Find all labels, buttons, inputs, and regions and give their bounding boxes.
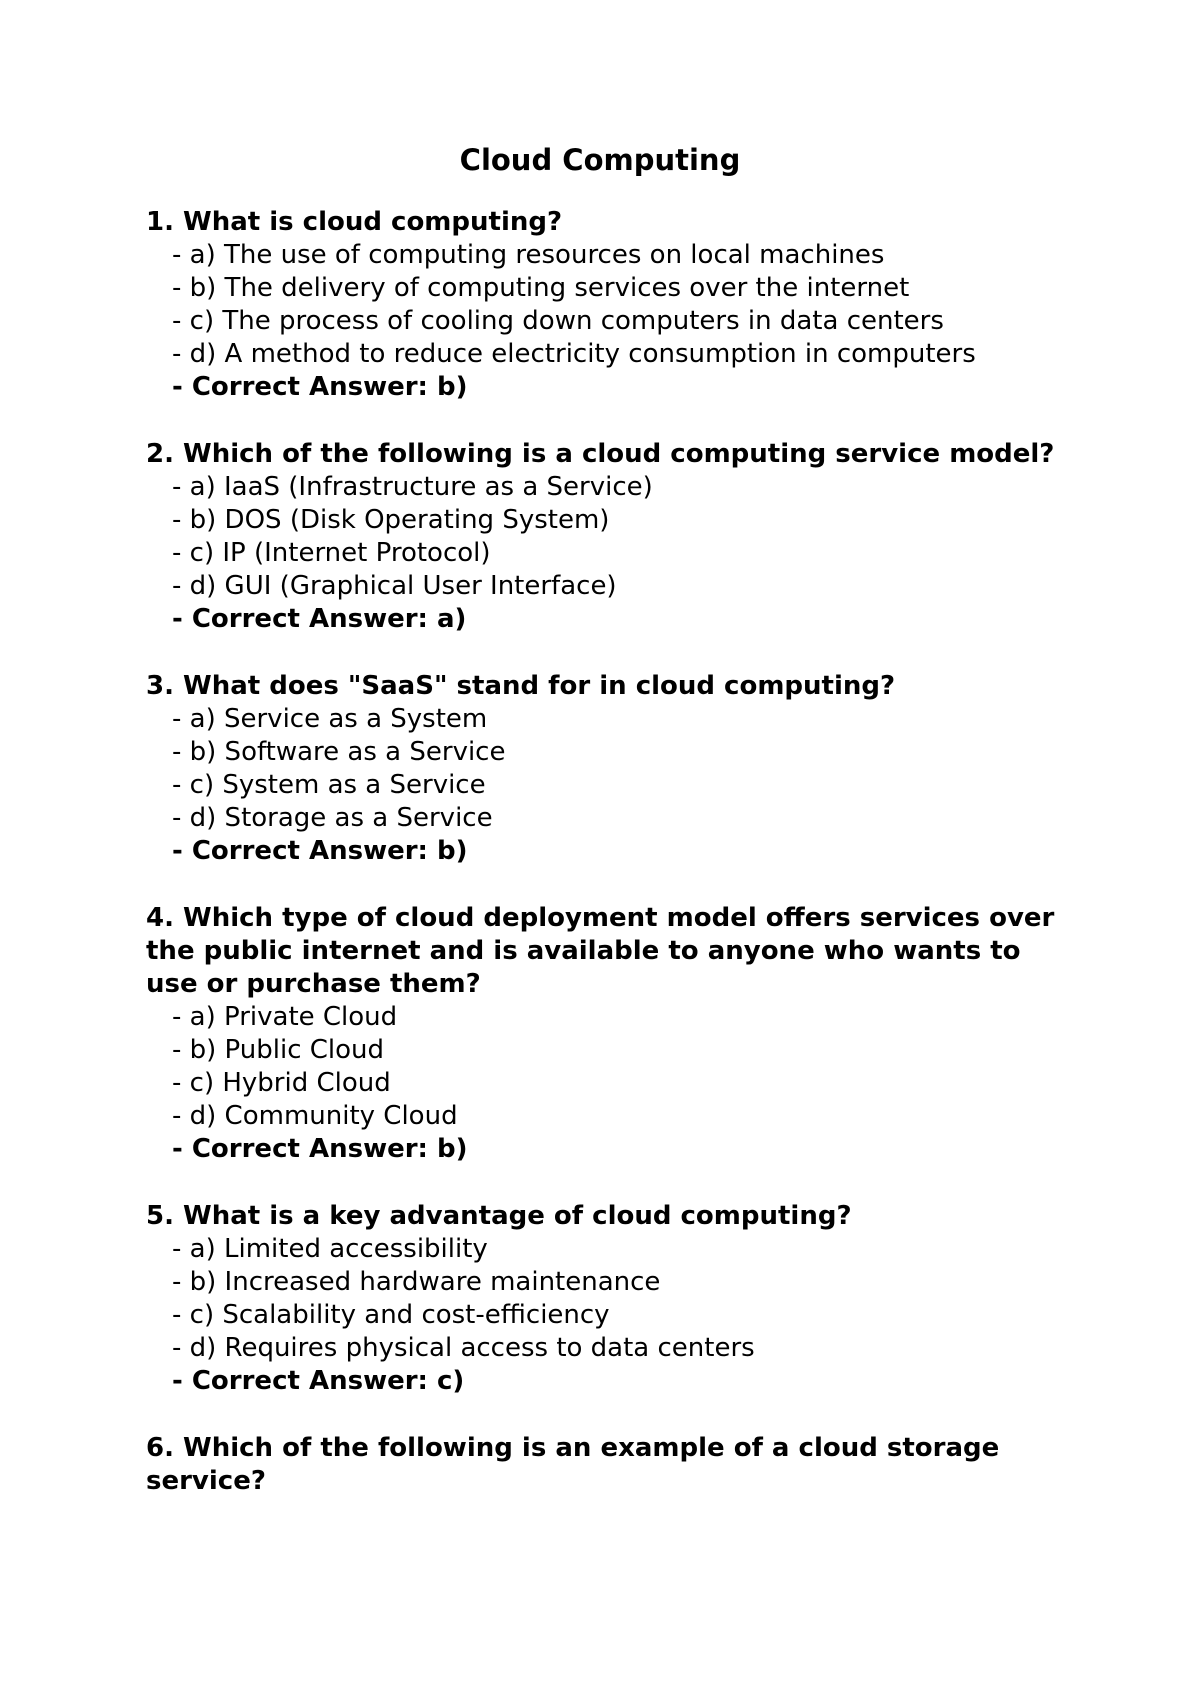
option-list: [146, 1001, 1080, 1133]
option-c: - c) IP (Internet Protocol): [172, 538, 491, 568]
correct-answer: - Correct Answer: c): [172, 1366, 465, 1396]
option-list: [146, 471, 1080, 603]
option-b: - b) The delivery of computing services over the internet: [172, 273, 910, 303]
option-a: - a) The use of computing resources on local machines: [172, 240, 885, 270]
question-2: [146, 438, 1080, 636]
correct-answer: - Correct Answer: b): [172, 372, 468, 402]
document-title: Cloud Computing: [459, 143, 741, 177]
option-c: - c) System as a Service: [172, 770, 486, 800]
option-d: - d) Storage as a Service: [172, 803, 493, 833]
question-text: 4. Which type of cloud deployment model offers services over the public internet and is available to anyone who wants to use or purchase them?: [146, 903, 1055, 999]
option-b: - b) Software as a Service: [172, 737, 506, 767]
option-list: [146, 703, 1080, 835]
option-a: - a) Service as a System: [172, 704, 488, 734]
question-6: [146, 1432, 1080, 1498]
question-4: [146, 902, 1080, 1166]
option-b: - b) Increased hardware maintenance: [172, 1267, 661, 1297]
question-text: 5. What is a key advantage of cloud computing?: [146, 1201, 852, 1231]
question-5: [146, 1200, 1080, 1398]
option-b: - b) DOS (Disk Operating System): [172, 505, 610, 535]
option-d: - d) Community Cloud: [172, 1101, 458, 1131]
option-a: - a) Private Cloud: [172, 1002, 398, 1032]
option-b: - b) Public Cloud: [172, 1035, 385, 1065]
correct-answer: - Correct Answer: a): [172, 604, 467, 634]
question-text: 2. Which of the following is a cloud computing service model?: [146, 439, 1055, 469]
option-d: - d) Requires physical access to data centers: [172, 1333, 755, 1363]
question-text: 6. Which of the following is an example of a cloud storage service?: [146, 1433, 1000, 1496]
correct-answer: - Correct Answer: b): [172, 836, 468, 866]
question-text: 1. What is cloud computing?: [146, 207, 563, 237]
option-d: - d) A method to reduce electricity consumption in computers: [172, 339, 976, 369]
question-text: 3. What does "SaaS" stand for in cloud computing?: [146, 671, 896, 701]
option-list: [146, 1233, 1080, 1365]
option-a: - a) IaaS (Infrastructure as a Service): [172, 472, 653, 502]
question-3: [146, 670, 1080, 868]
option-c: - c) Hybrid Cloud: [172, 1068, 391, 1098]
question-1: [146, 206, 1080, 404]
option-list: [146, 239, 1080, 371]
option-d: - d) GUI (Graphical User Interface): [172, 571, 617, 601]
option-c: - c) Scalability and cost-efficiency: [172, 1300, 610, 1330]
option-c: - c) The process of cooling down computers in data centers: [172, 306, 944, 336]
correct-answer: - Correct Answer: b): [172, 1134, 468, 1164]
option-a: - a) Limited accessibility: [172, 1234, 488, 1264]
